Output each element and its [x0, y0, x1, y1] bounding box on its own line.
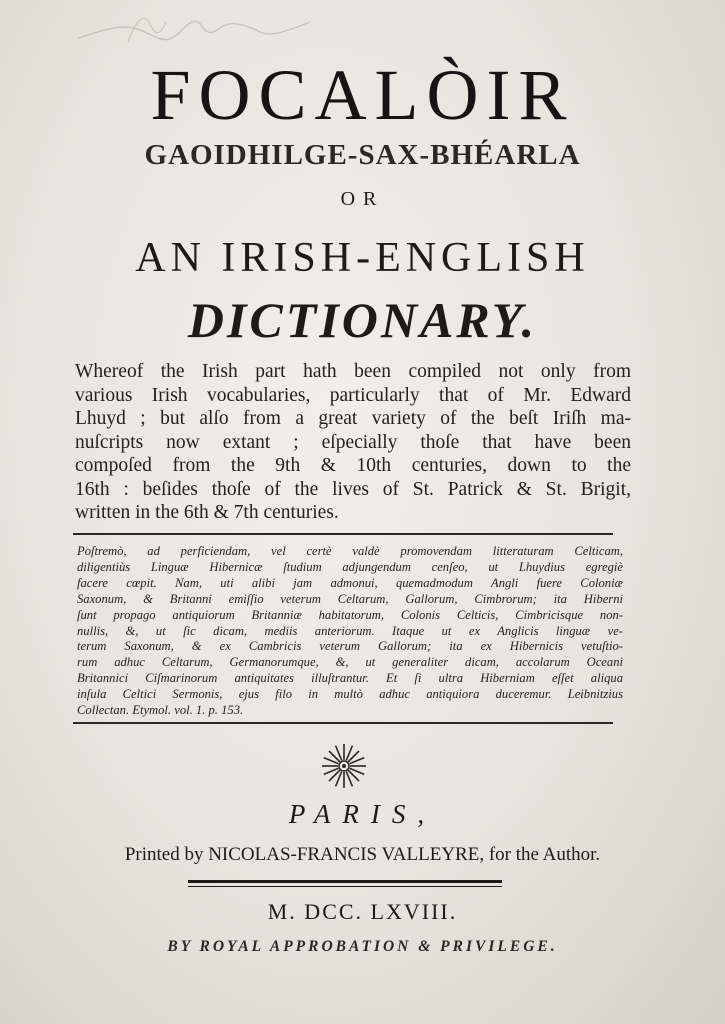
description-line: compoſed from the 9th & 10th centuries, down to the [75, 455, 631, 476]
quote-line: diligentiùs Linguæ Hibernicæ ſtudium adjungendum cenſeo, ut Lhuydius egregiè [77, 559, 623, 574]
or-connector: OR [340, 188, 385, 210]
quote-line: Britannici Ciſmarinorum antiquitates illuſtrantur. Et ſi ultra Hiberniam eſſet aliqua [77, 671, 623, 686]
description-line: Whereof the Irish part hath been compiled not only from [75, 361, 631, 382]
description-paragraph [75, 360, 631, 525]
quote-line: inſula Celtici Sermonis, ejus filo in multò adhuc antiquiora duceremur. Leibnitzius [77, 687, 623, 702]
quote-line: ſunt propago antiquiorum Britanniæ habitatorum, Colonis Celticis, Cimbricisque non- [77, 607, 623, 622]
bottom-rule [73, 722, 613, 724]
book-subtitle: GAOIDHILGE-SAX-BHÉARLA [144, 139, 581, 171]
description-line: various Irish vocabularies, particularly that of Mr. Edward [75, 384, 631, 406]
quote-line: Collectan. Etymol. vol. 1. p. 153. [77, 703, 244, 718]
thin-rule [188, 886, 502, 887]
quote-line: Saxonum, & Britanni emiſſio veterum Celtarum, Gallorum, Cimbrorum; ita Hiberni [77, 591, 623, 606]
description-line: written in the 6th & 7th centuries. [75, 502, 339, 523]
description-line: 16th : beſides thoſe of the lives of St. Patrick & St. Brigit, [75, 478, 631, 500]
dictionary-title: DICTIONARY. [187, 292, 538, 348]
quote-line: Poſtremò, ad perficiendam, vel certè valdè promovendam litteraturam Celticam, [77, 544, 623, 558]
description-line: Lhuyd ; but alſo from a great variety of the beſt Iriſh ma- [75, 408, 631, 429]
handwritten-signature [70, 2, 330, 58]
publication-year: M. DCC. LXVIII. [267, 899, 458, 924]
double-rule [188, 880, 502, 889]
sunburst-ornament-icon [318, 740, 370, 792]
approbation-line: BY ROYAL APPROBATION & PRIVILEGE. [167, 938, 558, 955]
quote-line: rum adhuc Celtarum, Germanorumque, &, ut generaliter dicam, accolarum Oceani [77, 655, 623, 670]
book-title: FOCALÒIR [150, 55, 575, 135]
quote-line: facere cœpit. Nam, uti alibi jam admonui, quemadmodum Angli fuere Coloniæ [77, 575, 623, 590]
english-title: AN IRISH-ENGLISH [135, 235, 590, 281]
top-rule [73, 533, 613, 535]
thick-rule [188, 880, 502, 883]
place-of-publication: PARIS, [288, 799, 437, 829]
quote-line: nullis, &, ut ſic dicam, mediis anteriorum. Itaque ut ex Anglicis linguæ ve- [77, 623, 623, 638]
description-line: nuſcripts now extant ; eſpecially thoſe that have been [75, 431, 631, 453]
quote-line: terum Saxonum, & ex Cambricis veterum Gallorum; ita ex Hibernicis vetuſtio- [77, 639, 623, 654]
printer-line: Printed by NICOLAS-FRANCIS VALLEYRE, for the Author. [124, 844, 601, 865]
latin-quotation [77, 544, 623, 719]
